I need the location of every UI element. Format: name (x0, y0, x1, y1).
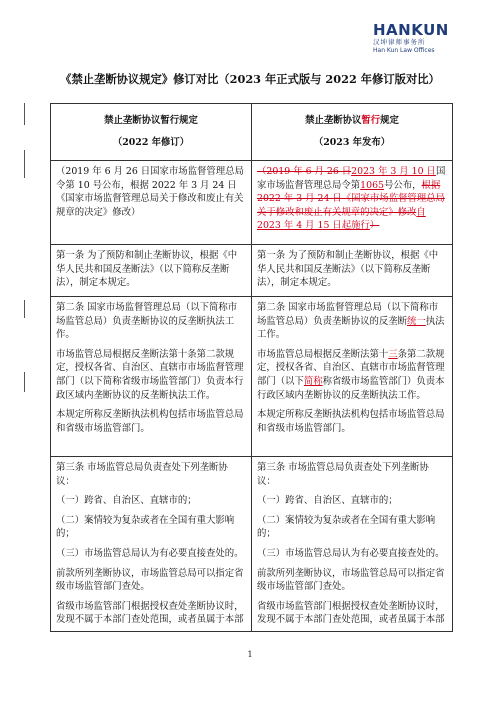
revision-bar (24, 372, 25, 392)
revision-bar (24, 300, 25, 318)
page-number: 1 (247, 650, 253, 659)
row1-right: （2019 年 6 月 26 日2023 年 3 月 10 日国家市场监督管理总局令第1065号公布，根据 2022 年 3 月 24 日《国家市场监督管理总局关于修改和废止有关规章的决定》修改自 2023 年 4 月 15 日起施行） (252, 161, 453, 245)
hankun-logo (373, 22, 453, 55)
header-right: 禁止垄断协议暂行规定 （2023 年发布） (252, 104, 453, 161)
row3-right: 第二条 国家市场监督管理总局（以下简称市场监管总局）负责垄断协议的反垄断统一执法工作。 市场监管总局根据反垄断法第十三条第二款规定，授权各省、自治区、直辖市市场监督管理部门（以下简称称省级市场监管部门）负责本行政区域内垄断协议的反垄断执法工作。 本规定所称反垄断执法机构包括市场监管总局和省级市场监管部门。 (252, 297, 453, 457)
revision-bar (24, 103, 25, 125)
row2-right: 第一条 为了预防和制止垄断协议，根据《中华人民共和国反垄断法》（以下简称反垄断法），制定本规定。 (252, 245, 453, 297)
row4-right: 第三条 市场监管总局负责查处下列垄断协议： （一）跨省、自治区、直辖市的； （二）案情较为复杂或者在全国有重大影响的； （三）市场监管总局认为有必要直接查处的。 前款所列垄断协议，市场监管总局可以指定省级市场监管部门查处。 省级市场监管部门根据授权查处垄断协议时，发现不属于本部门查处范围，或者虽属于本部 (252, 457, 453, 632)
document-title: 《禁止垄断协议规定》修订对比（2023 年正式版与 2022 年修订版对比） (60, 72, 440, 86)
header-left: 禁止垄断协议暂行规定 （2022 年修订） (51, 104, 252, 161)
row4-left: 第三条 市场监管总局负责查处下列垄断协议： （一）跨省、自治区、直辖市的； （二）案情较为复杂或者在全国有重大影响的； （三）市场监管总局认为有必要直接查处的。 前款所列垄断协议，市场监管总局可以指定省级市场监管部门查处。 省级市场监管部门根据授权查处垄断协议时，发现不属于本部门查处范围，或者虽属于本部 (51, 457, 252, 632)
table-row (51, 457, 453, 632)
logo-english-name: Han Kun Law Offices (373, 47, 435, 54)
comparison-table (50, 103, 453, 632)
table-row (51, 161, 453, 245)
logo-chinese-name: 汉坤律师事务所 (373, 38, 426, 46)
row3-left: 第二条 国家市场监督管理总局（以下简称市场监管总局）负责垄断协议的反垄断执法工作。 市场监管总局根据反垄断法第十条第二款规定，授权各省、自治区、直辖市市场监督管理部门（以下简称省级市场监管部门）负责本行政区域内垄断协议的反垄断执法工作。 本规定所称反垄断执法机构包括市场监管总局和省级市场监管部门。 (51, 297, 252, 457)
table-header-row (51, 104, 453, 161)
row2-left: 第一条 为了预防和制止垄断协议，根据《中华人民共和国反垄断法》（以下简称反垄断法），制定本规定。 (51, 245, 252, 297)
table-row (51, 245, 453, 297)
logo-brand: HANKUN (373, 21, 449, 39)
revision-bar (24, 150, 25, 178)
row1-left: （2019 年 6 月 26 日国家市场监督管理总局令第 10 号公布，根据 2022 年 3 月 24 日《国家市场监督管理总局关于修改和废止有关规章的决定》修改） (51, 161, 252, 245)
table-row (51, 297, 453, 457)
